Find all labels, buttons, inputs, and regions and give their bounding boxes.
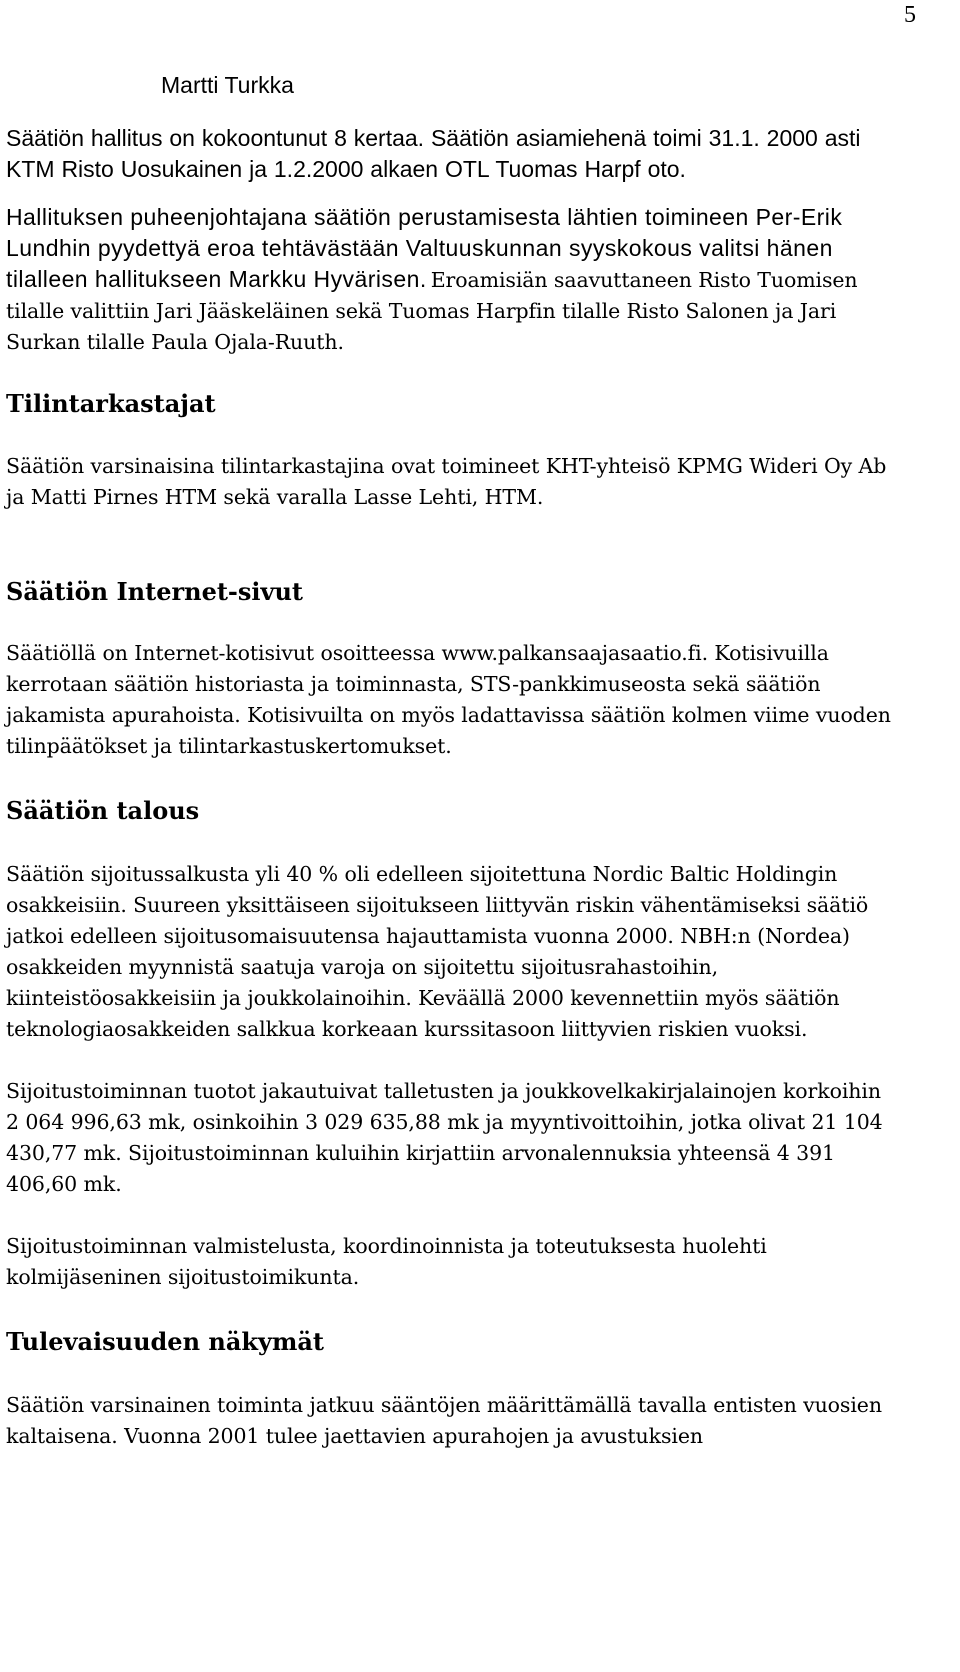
auditors-heading: Tilintarkastajat: [6, 389, 216, 418]
board-meetings-paragraph: Säätiön hallitus on kokoontunut 8 kertaa. Säätiön asiamiehenä toimi 31.1. 2000 asti KTM Risto Uosukainen ja 1.2.2000 alkaen OTL Tuomas Harpf oto.: [6, 125, 861, 182]
internet-paragraph: Säätiöllä on Internet-kotisivut osoitteessa www.palkansaajasaatio.fi. Kotisivuilla kerrotaan säätiön historiasta ja toiminnasta, STS-pankkimuseosta sekä säätiön jakamista apurahoista. Kotisivuilta on myös ladattavissa säätiön kolmen viime vuoden tilinpäätökset ja tilintarkastuskertomukset.: [6, 641, 891, 758]
finance-paragraph-committee: Sijoitustoiminnan valmistelusta, koordinoinnista ja toteutuksesta huolehti kolmijäseninen sijoitustoimikunta.: [6, 1234, 767, 1289]
internet-heading: Säätiön Internet-sivut: [6, 577, 303, 606]
finance-paragraph-returns: Sijoitustoiminnan tuotot jakautuivat talletusten ja joukkovelkakirjalainojen korkoihin 2 064 996,63 mk, osinkoihin 3 029 635,88 mk ja myyntivoittoihin, jotka olivat 21 104 430,77 mk. Sijoitustoiminnan kuluihin kirjattiin arvonalennuksia yhteensä 4 391 406,60 mk.: [6, 1079, 883, 1196]
outlook-paragraph: Säätiön varsinainen toiminta jatkuu sääntöjen määrittämällä tavalla entisten vuosien kaltaisena. Vuonna 2001 tulee jaettavien apurahojen ja avustuksien: [6, 1393, 882, 1448]
finance-heading: Säätiön talous: [6, 796, 200, 825]
outlook-heading: Tulevaisuuden näkymät: [6, 1327, 324, 1356]
board-chair-change-text: Hallituksen puheenjohtajana säätiön perustamisesta lähtien toimineen Per-Erik Lundhin pyydettyä eroa tehtävästään Valtuuskunnan syyskokous valitsi hänen tilalleen hallitukseen Markku Hyvärisen.: [6, 204, 843, 292]
board-changes-paragraph: [6, 202, 896, 358]
finance-paragraph-portfolio: Säätiön sijoitussalkusta yli 40 % oli edelleen sijoitettuna Nordic Baltic Holdingin osakkeisiin. Suureen yksittäiseen sijoitukseen liittyvän riskin vähentämiseksi säätiö jatkoi edelleen sijoitusomaisuutensa hajauttamista vuonna 2000. NBH:n (Nordea) osakkeiden myynnistä saatuja varoja on sijoitettu sijoitusrahastoihin, kiinteistöosakkeisiin ja joukkolainoihin. Keväällä 2000 kevennettiin myös säätiön teknologiaosakkeiden salkkua korkeaan kurssitasoon liittyvien riskien vuoksi.: [6, 862, 869, 1041]
board-member-name: Martti Turkka: [161, 72, 294, 98]
auditors-paragraph: Säätiön varsinaisina tilintarkastajina ovat toimineet KHT-yhteisö KPMG Wideri Oy Ab ja Matti Pirnes HTM sekä varalla Lasse Lehti, HTM.: [6, 454, 887, 509]
page-number: 5: [904, 2, 916, 28]
document-body: [6, 70, 896, 1452]
board-member-changes-text: Eroamisiän saavuttaneen Risto Tuomisen tilalle valittiin Jari Jääskeläinen sekä Tuomas Harpfin tilalle Risto Salonen ja Jari Surkan tilalle Paula Ojala-Ruuth.: [6, 268, 858, 354]
